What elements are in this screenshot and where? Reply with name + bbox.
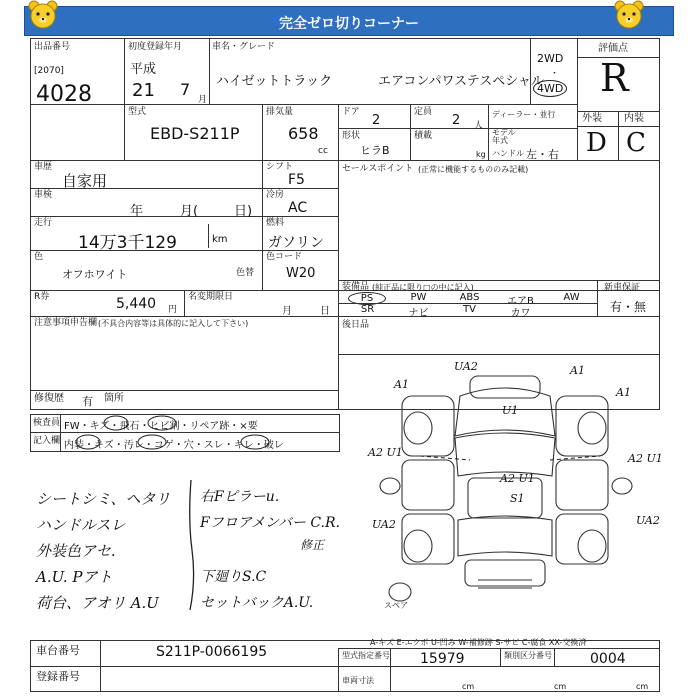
- equipment-label: 装備品: [342, 282, 370, 292]
- color-value: オフホワイト: [62, 268, 128, 281]
- category-label: 類別区分番号: [504, 651, 552, 660]
- sales-point-note: (正常に機能するもののみ記載): [418, 165, 529, 174]
- color-label: 色: [34, 252, 44, 262]
- sheet-title: 完全ゼロ切りコーナー: [279, 16, 419, 32]
- damage-mark: A1: [616, 386, 631, 399]
- ext-label: 外装: [582, 113, 602, 124]
- equipment-item: カワ: [510, 308, 531, 319]
- handwritten-note-left: 外装色アセ.: [36, 542, 116, 560]
- capacity-unit: 人: [474, 121, 484, 131]
- mileage-label: 走行: [34, 218, 53, 228]
- handle-value: 左・右: [526, 148, 559, 161]
- handwritten-note-right: 右Fピラーu.: [200, 489, 280, 505]
- dims-unit-2: cm: [554, 682, 567, 691]
- recycle-unit: 円: [168, 305, 178, 315]
- score-value: R: [600, 56, 629, 100]
- type-cert-label: 型式指定番号: [342, 651, 390, 660]
- circle-marks: [30, 414, 340, 452]
- damage-mark: UA2: [372, 518, 396, 531]
- drive-sep: ・: [550, 69, 560, 79]
- damage-mark: A1: [394, 378, 409, 391]
- damage-mark: A2 U1: [628, 452, 663, 465]
- handwritten-note-right: セットバックA.U.: [200, 595, 314, 611]
- divider-stroke: [186, 480, 196, 610]
- reg-number-label: 登録番号: [36, 670, 80, 683]
- damage-mark: S1: [510, 492, 525, 505]
- int-value: C: [626, 128, 646, 158]
- shape-value: ヒラB: [360, 144, 390, 157]
- notes-note: (不具合内容等は具体的に記入して下さい): [98, 319, 249, 328]
- equipment-note: (純正品に限り□の中に記入): [372, 283, 474, 292]
- displacement-label: 排気量: [266, 107, 294, 117]
- load-unit: kg: [476, 150, 486, 159]
- notes-label: 注意事項申告欄: [34, 318, 98, 328]
- first-reg-year: 21: [132, 80, 155, 101]
- mileage-unit: km: [212, 234, 228, 245]
- damage-mark: A2 U1: [500, 472, 535, 485]
- inspector-row-2: 内装・キズ・汚レ・コゲ・穴・スレ・キレ・破レ: [64, 440, 284, 451]
- dims-unit-1: cm: [462, 682, 475, 691]
- doors-value: 2: [372, 113, 381, 128]
- recycle-label: R券: [34, 292, 50, 302]
- damage-mark: UA2: [454, 360, 478, 373]
- dims-label: 車両寸法: [342, 676, 374, 685]
- doors-label: ドア: [342, 107, 360, 117]
- car-name-label: 車名・グレード: [212, 42, 276, 52]
- history-value: 自家用: [62, 172, 108, 190]
- shift-value: F5: [288, 172, 305, 188]
- model-year-label-2: 年式: [492, 136, 508, 145]
- model-year-label-1: モデル: [492, 128, 516, 137]
- handwritten-note-left: シートシミ、ヘタリ: [36, 490, 171, 508]
- model-label: 型式: [128, 107, 147, 117]
- car-name: ハイゼットトラック: [216, 74, 333, 89]
- equipment-item: TV: [463, 304, 476, 315]
- inspection-year: 年: [130, 204, 144, 219]
- equipment-item: ABS: [459, 292, 480, 303]
- header-banner: [24, 6, 674, 36]
- repair-value: 有: [82, 395, 93, 408]
- score-label: 評価点: [598, 43, 628, 54]
- damage-mark: A1: [570, 364, 585, 377]
- aircon-value: AC: [288, 200, 308, 216]
- handwritten-note-right: 下廻りS.C: [200, 569, 267, 585]
- color-change-label: 色替: [236, 268, 255, 278]
- sales-point-label: セールスポイント: [342, 164, 414, 174]
- first-reg-label: 初度登録年月: [128, 42, 183, 52]
- repair-label: 修復歴: [34, 393, 64, 404]
- displacement-unit: cc: [318, 146, 328, 156]
- dealer-label: ディーラー・並行: [492, 110, 556, 119]
- lot-sub: [2070]: [34, 66, 64, 76]
- damage-mark: U1: [502, 404, 519, 417]
- displacement-value: 658: [288, 124, 319, 143]
- handwritten-note-left: 荷台、アオリ A.U: [36, 594, 159, 612]
- dims-unit-3: cm: [636, 682, 649, 691]
- equipment-item: SR: [360, 304, 375, 315]
- int-label: 内装: [624, 113, 644, 124]
- inspector-row-1: FW・キズ・飛石・ヒビ割・リペア跡・×要: [64, 421, 258, 432]
- handwritten-note-left: ハンドルスレ: [36, 516, 126, 534]
- car-grade: エアコンパワステスペシャル: [378, 74, 545, 89]
- lot-label: 出品番号: [34, 42, 71, 52]
- inspection-label: 車検: [34, 190, 53, 200]
- drive-2wd: 2WD: [537, 52, 564, 65]
- damage-legend: A-キズ E-エクボ U-凹み W-補修跡 S-サビ C-腐食 XX-交換済: [370, 638, 587, 647]
- recycle-value: 5,440: [116, 296, 157, 312]
- equipment-item: PW: [410, 292, 427, 303]
- handwritten-note-right: Fフロアメンバー C.R.: [200, 515, 340, 531]
- inspection-day: 日): [234, 204, 253, 219]
- fuel-value: ガソリン: [268, 235, 324, 251]
- load-label: 積載: [414, 131, 433, 141]
- equipment-item: ナビ: [408, 308, 429, 319]
- handwritten-note-right: 修正: [300, 538, 325, 552]
- damage-mark: UA2: [636, 514, 660, 527]
- chassis-value: S211P-0066195: [156, 644, 268, 660]
- spare-label: スペア: [384, 601, 408, 610]
- chassis-label: 車台番号: [36, 644, 80, 657]
- mileage-value: 14万3千129: [78, 233, 177, 253]
- category-value: 0004: [590, 651, 626, 667]
- new-warranty-label: 新車保証: [604, 283, 641, 293]
- first-reg-month: 7: [180, 80, 191, 99]
- lot-number: 4028: [36, 82, 92, 107]
- inspector-label-1: 検査員: [33, 418, 61, 428]
- first-reg-era: 平成: [130, 62, 157, 77]
- handwritten-note-left: A.U. Pアト: [36, 568, 113, 586]
- shift-label: シフト: [266, 162, 294, 172]
- rear-label: 後日品: [342, 320, 370, 330]
- fuel-label: 燃料: [266, 218, 285, 228]
- handle-label: ハンドル: [492, 149, 524, 158]
- model-value: EBD-S211P: [150, 124, 240, 143]
- history-label: 車歴: [34, 162, 53, 172]
- equipment-item: エアB: [507, 296, 534, 307]
- name-change-day: 日: [320, 306, 330, 317]
- equipment-item: PS: [348, 292, 386, 305]
- drive-4wd: 4WD: [533, 80, 567, 97]
- name-change-month: 月: [282, 306, 292, 317]
- repair-sub: 箇所: [104, 393, 124, 404]
- new-warranty-value: 有・無: [610, 300, 647, 314]
- aircon-label: 冷房: [266, 190, 285, 200]
- type-cert-value: 15979: [420, 651, 465, 667]
- name-change-label: 名変期限日: [188, 292, 234, 302]
- color-code-label: 色コード: [266, 252, 303, 262]
- first-reg-month-unit: 月: [198, 95, 208, 105]
- capacity-label: 定員: [414, 107, 433, 117]
- color-code-value: W20: [286, 266, 316, 281]
- bear-mascot-icon: [612, 0, 646, 32]
- damage-mark: A2 U1: [368, 446, 403, 459]
- inspector-label-2: 記入欄: [33, 436, 61, 446]
- capacity-value: 2: [452, 113, 461, 128]
- equipment-item: AW: [563, 292, 580, 303]
- ext-value: D: [586, 128, 607, 158]
- shape-label: 形状: [342, 131, 361, 141]
- bear-mascot-icon: [26, 0, 60, 32]
- inspection-month: 月(: [180, 204, 199, 219]
